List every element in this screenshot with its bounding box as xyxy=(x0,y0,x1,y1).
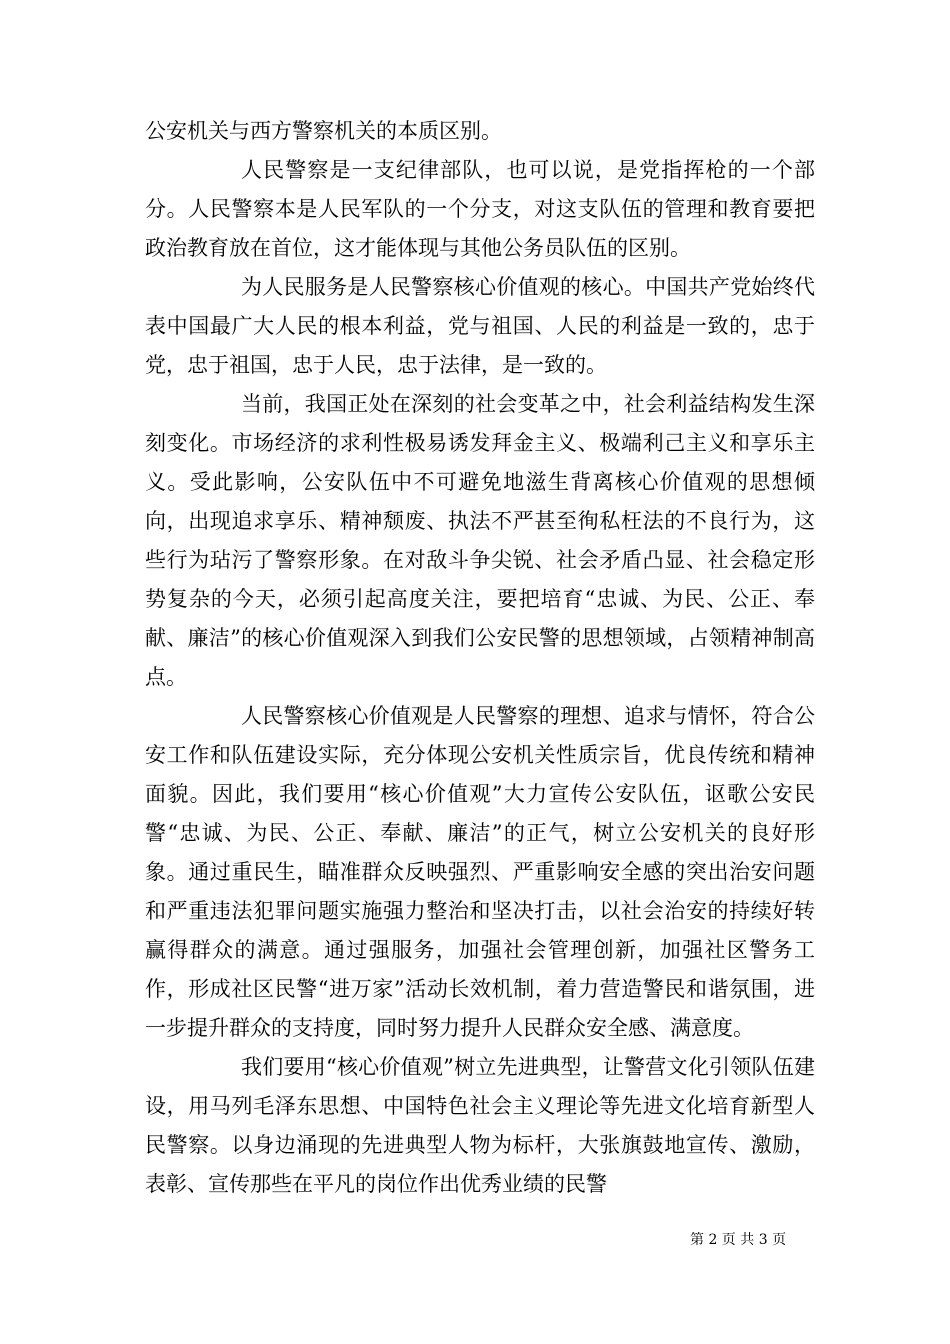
paragraph: 我们要用“核心价值观”树立先进典型，让警营文化引领队伍建设，用马列毛泽东思想、中国特色社会主义理论等先进文化培育新型人民警察。以身边涌现的先进典型人物为标杆，大张旗鼓地宣传、激励，表彰、宣传那些在平凡的岗位作出优秀业绩的民警 xyxy=(145,1055,815,1196)
paragraph: 公安机关与西方警察机关的本质区别。 xyxy=(145,119,502,143)
page-number: 第 2 页 共 3 页 xyxy=(690,1232,787,1248)
paragraph: 为人民服务是人民警察核心价值观的核心。中国共产党始终代表中国最广大人民的根本利益，党与祖国、人民的利益是一致的，忠于党，忠于祖国，忠于人民，忠于法律，是一致的。 xyxy=(145,275,815,377)
paragraph: 当前，我国正处在深刻的社会变革之中，社会利益结构发生深刻变化。市场经济的求利性极易诱发拜金主义、极端利己主义和享乐主义。受此影响，公安队伍中不可避免地滋生背离核心价值观的思想倾向，出现追求享乐、精神颓废、执法不严甚至徇私枉法的不良行为，这些行为玷污了警察形象。在对敌斗争尖锐、社会矛盾凸显、社会稳定形势复杂的今天，必须引起高度关注，要把培育“忠诚、为民、公正、奉献、廉洁”的核心价值观深入到我们公安民警的思想领域，占领精神制高点。 xyxy=(145,392,815,689)
body-text xyxy=(145,112,815,1204)
paragraph: 人民警察核心价值观是人民警察的理想、追求与情怀，符合公安工作和队伍建设实际，充分体现公安机关性质宗旨，优良传统和精神面貌。因此，我们要用“核心价值观”大力宣传公安队伍，讴歌公安民警“忠诚、为民、公正、奉献、廉洁”的正气，树立公安机关的良好形象。通过重民生，瞄准群众反映强烈、严重影响安全感的突出治安问题和严重违法犯罪问题实施强力整治和坚决打击，以社会治安的持续好转赢得群众的满意。通过强服务，加强社会管理创新，加强社区警务工作，形成社区民警“进万家”活动长效机制，着力营造警民和谐氛围，进一步提升群众的支持度，同时努力提升人民群众安全感、满意度。 xyxy=(145,704,815,1040)
paragraph: 人民警察是一支纪律部队，也可以说，是党指挥枪的一个部分。人民警察本是人民军队的一个分支，对这支队伍的管理和教育要把政治教育放在首位，这才能体现与其他公务员队伍的区别。 xyxy=(145,158,815,260)
